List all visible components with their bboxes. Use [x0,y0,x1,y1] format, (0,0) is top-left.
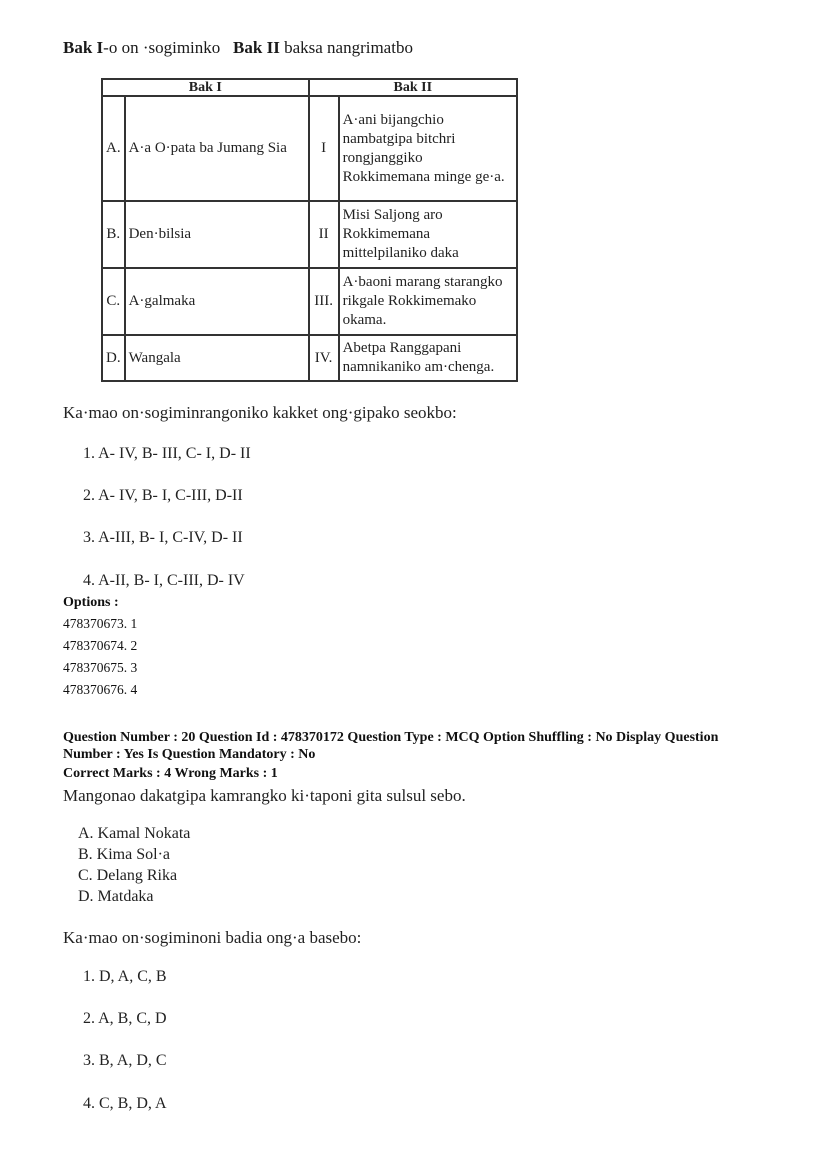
heading-end: baksa nangrimatbo [279,38,413,57]
q2-prompt: Ka·mao on·sogiminoni badia ong·a basebo: [63,928,362,947]
row-left: Wangala [125,335,309,381]
table-row [102,201,517,268]
q1-choice-3: 3. A-III, B- I, C-IV, D- II [83,529,243,546]
option-id-4: 478370676. 4 [63,682,138,697]
heading-bak1: Bak I [63,38,104,57]
row-left: A·a O·pata ba Jumang Sia [125,96,309,201]
q2-choice-2: 2. A, B, C, D [83,1010,167,1027]
table-head-left: Bak I [102,79,309,96]
q2-item-a: A. Kamal Nokata [78,825,191,842]
row-right: Abetpa Ranggapani namnikaniko am·chenga. [339,335,517,381]
q2-choice-1: 1. D, A, C, B [83,968,167,985]
q1-choice-1: 1. A- IV, B- III, C- I, D- II [83,445,251,462]
row-key: C. [102,268,125,335]
row-key: B. [102,201,125,268]
match-heading [63,38,413,58]
q1-choice-2: 2. A- IV, B- I, C-III, D-II [83,487,243,504]
q1-choice-4: 4. A-II, B- I, C-III, D- IV [83,572,245,589]
q2-item-b: B. Kima Sol·a [78,846,170,863]
match-table [101,78,518,382]
row-roman: III. [309,268,339,335]
row-left: Den·bilsia [125,201,309,268]
row-key: D. [102,335,125,381]
option-id-2: 478370674. 2 [63,638,138,653]
row-right: A·baoni marang starangko rikgale Rokkimemako okama. [339,268,517,335]
option-id-3: 478370675. 3 [63,660,138,675]
table-row [102,268,517,335]
row-roman: I [309,96,339,201]
heading-mid: -o on ·sogiminko [103,38,221,57]
heading-bak2: Bak II [233,38,280,57]
row-right: A·ani bijangchio nambatgipa bitchri rongjanggiko Rokkimemana minge ge·a. [339,96,517,201]
q2-choice-3: 3. B, A, D, C [83,1052,167,1069]
table-head-right: Bak II [309,79,517,96]
table-row [102,96,517,201]
q2-item-d: D. Matdaka [78,888,154,905]
row-roman: II [309,201,339,268]
row-roman: IV. [309,335,339,381]
options-label: Options : [63,595,119,610]
marks-line: Correct Marks : 4 Wrong Marks : 1 [63,766,278,781]
question-meta: Question Number : 20 Question Id : 478370172 Question Type : MCQ Option Shuffling : No Display Question Number : Yes Is Question Mandatory : No [63,730,719,762]
q1-prompt: Ka·mao on·sogiminrangoniko kakket ong·gipako seokbo: [63,403,457,422]
q2-item-c: C. Delang Rika [78,867,178,884]
row-left: A·galmaka [125,268,309,335]
row-key: A. [102,96,125,201]
q2-choice-4: 4. C, B, D, A [83,1095,167,1112]
table-row [102,335,517,381]
row-right: Misi Saljong aro Rokkimemana mittelpilaniko daka [339,201,517,268]
q2-question: Mangonao dakatgipa kamrangko ki·taponi gita sulsul sebo. [63,786,466,805]
option-id-1: 478370673. 1 [63,616,138,631]
